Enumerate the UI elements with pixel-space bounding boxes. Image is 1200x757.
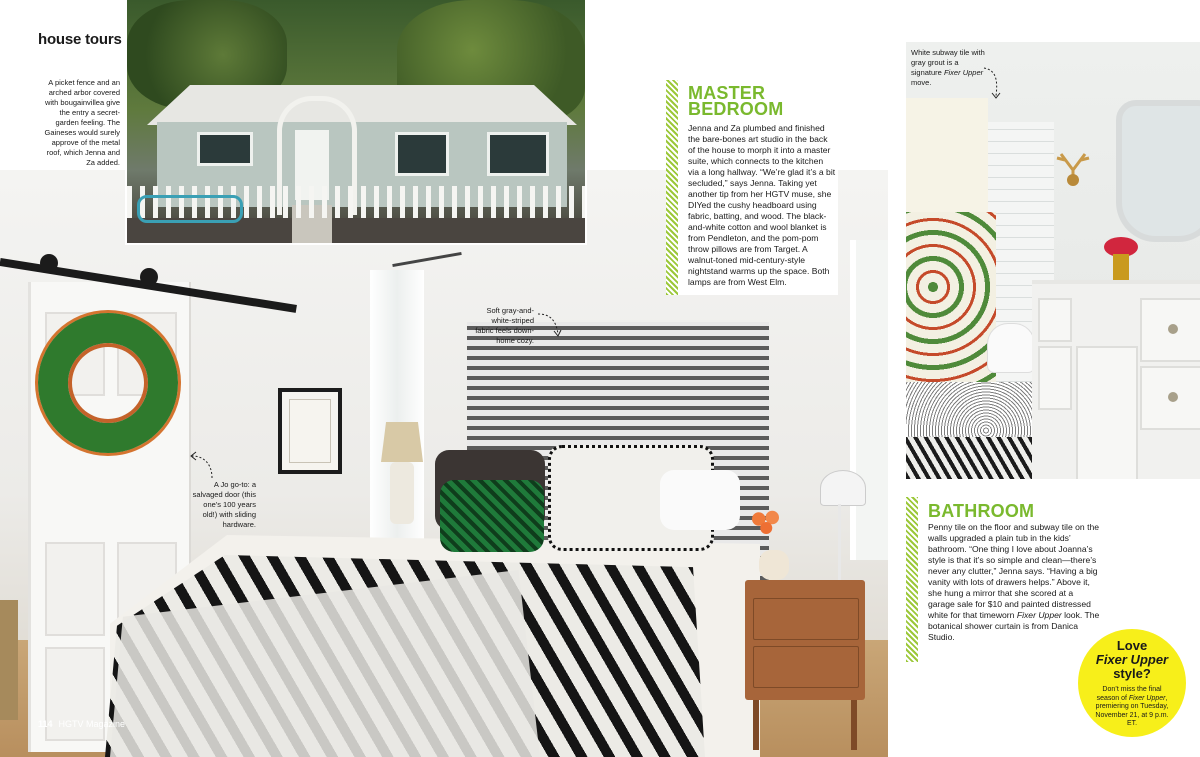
tile-caption: White subway tile with gray grout is a signature Fixer Upper move. <box>911 48 985 87</box>
vanity <box>1032 280 1200 479</box>
vintage-mirror <box>1116 100 1200 242</box>
table-lamp <box>381 422 423 462</box>
antler-mount <box>1051 144 1095 194</box>
section-label: house tours <box>38 31 122 48</box>
promo-line: Fixer Upper <box>1095 652 1169 667</box>
caption-arrow <box>186 450 216 482</box>
door-caption: A Jo go-to: a salvaged door (this one's 100 years old!) with sliding hardware. <box>192 480 256 529</box>
vase <box>759 550 789 580</box>
promo-line: Love <box>1116 638 1148 653</box>
house-window <box>395 132 449 176</box>
amaryllis-flowers <box>744 510 790 540</box>
house-window <box>197 132 253 166</box>
house-exterior-photo <box>127 0 585 243</box>
promo-line: style? <box>1113 666 1151 681</box>
master-bedroom-heading: MASTER BEDROOM <box>688 83 784 119</box>
basket <box>0 600 18 720</box>
framed-art <box>278 388 342 474</box>
curtain-rod <box>392 252 461 267</box>
rail-wheel <box>40 254 58 272</box>
rail-wheel <box>140 268 158 286</box>
lamp-stand <box>838 504 841 584</box>
page-folio <box>38 719 125 729</box>
walnut-nightstand <box>745 580 865 700</box>
master-bedroom-body: Jenna and Za plumbed and finished the bare-bones art studio in the back of the house to morph it into a master suite, which connects to the kitchen via a long hallway. “We’re glad it’s a bit secluded,” says Jenna. Taking yet another tip from her HGTV muse, she DIYed the cushy headboard using fabric, batting, and wood. The black-and-white cotton and wool blanket is from Pendleton, and the pom-pom throw pillows are from Target. A walnut-toned mid-century-style nightstand warms up the space. Both lamps are from West Elm. <box>688 123 836 287</box>
house-window <box>487 132 549 176</box>
headboard-caption: Soft gray-and-white-striped fabric feels down-home cozy. <box>475 306 534 345</box>
white-pillow <box>660 470 740 530</box>
window <box>850 240 888 560</box>
bicycle <box>137 195 243 223</box>
bathroom-photo <box>906 42 1200 479</box>
bathroom-textbox <box>906 497 1102 662</box>
promo-detail: Don’t miss the final season of Fixer Upper, premiering on Tuesday, November 21, at 9 p.m. ET. <box>1095 686 1169 727</box>
caption-arrow <box>536 310 566 340</box>
toilet <box>988 324 1034 372</box>
caption-arrow <box>982 66 1004 100</box>
bathroom-heading: BATHROOM <box>928 501 1035 521</box>
promo-bubble <box>1078 629 1186 737</box>
bathroom-body: Penny tile on the floor and subway tile on the walls upgraded a plain tub in the kids’ bathroom. “One thing I love about Joanna’s style is that it’s so simple and clean—there’s never any clutter,” Jenna says. “Having a big vanity with lots of drawers helps.” Above it, she hung a mirror that she scored at a garage sale for $10 and painted distressed white for that timeworn Fixer Upper look. The botanical shower curtain is from Danica Studio. <box>928 522 1100 642</box>
lamp-base <box>390 462 414 524</box>
publication-name: HGTV Magazine <box>58 719 126 729</box>
gold-vase <box>1113 254 1129 280</box>
desk-lamp <box>820 470 866 506</box>
magnolia-wreath <box>38 313 178 453</box>
green-accent-bar <box>666 80 678 295</box>
page-number: 114 <box>38 719 53 729</box>
house-caption: A picket fence and an arched arbor covered with bougainvillea give the entry a secret-garden feeling. The Gaineses would surely approve of the metal roof, which Jenna and Za added. <box>44 78 120 167</box>
master-bedroom-textbox <box>666 80 838 295</box>
green-accent-bar <box>906 497 918 662</box>
green-pillow <box>440 480 544 552</box>
metal-roof <box>147 85 577 125</box>
